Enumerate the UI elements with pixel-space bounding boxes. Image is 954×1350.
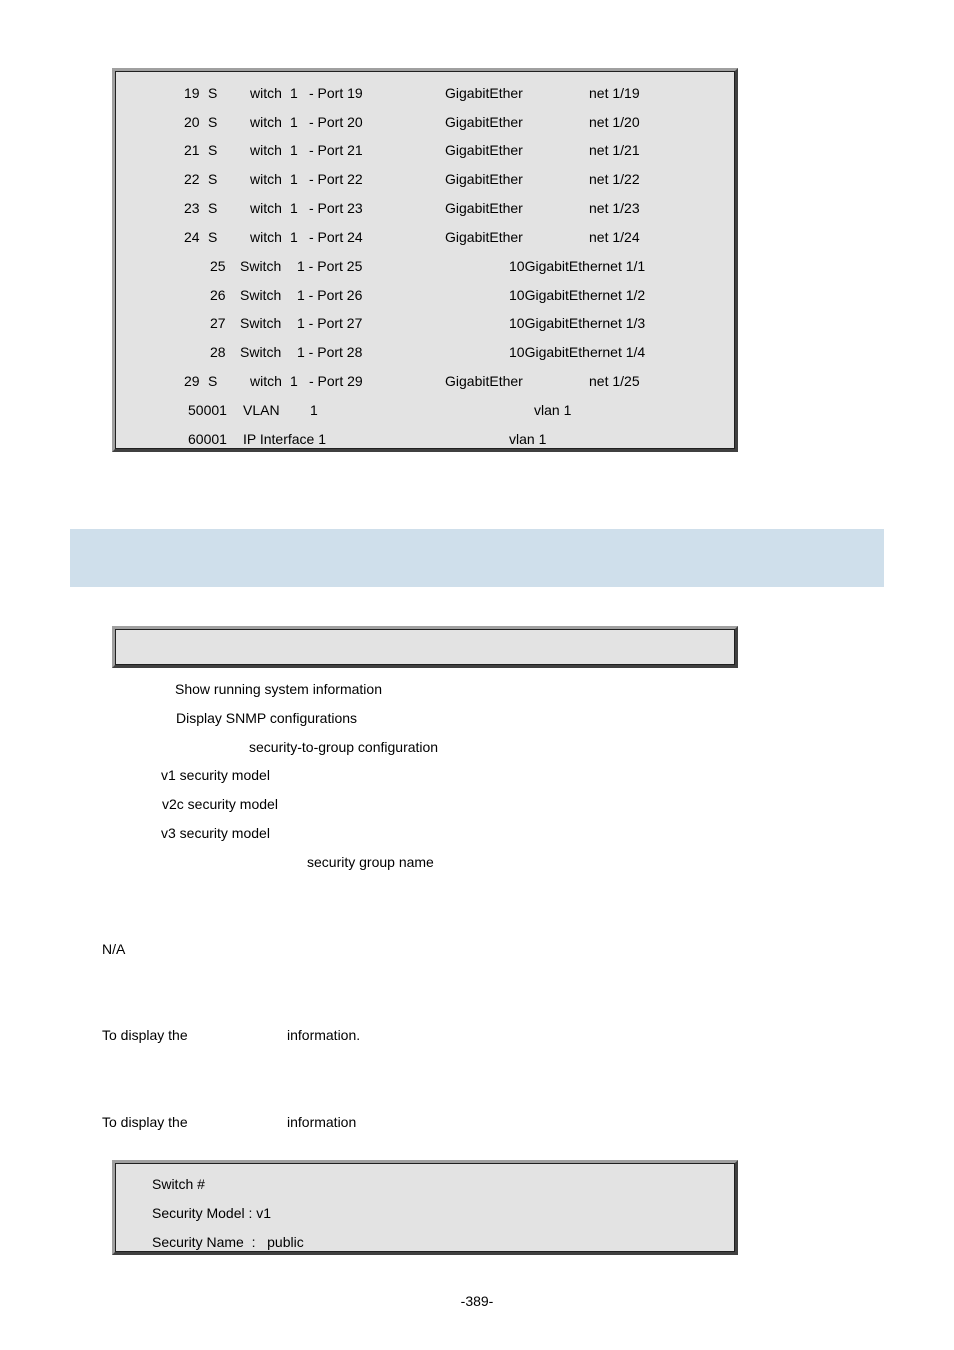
port-table-cell: witch [250, 171, 282, 187]
port-table-cell: witch [250, 114, 282, 130]
section-heading-band [70, 529, 884, 587]
port-table-cell: net 1/21 [589, 142, 640, 158]
port-table-cell: vlan 1 [534, 402, 572, 418]
port-table-cell: net 1/24 [589, 229, 640, 245]
port-table-cell: 10GigabitEthernet 1/2 [509, 287, 646, 303]
port-table-cell: 1 - Port 25 [297, 258, 363, 274]
port-table-cell: witch [250, 142, 282, 158]
port-table-cell: - Port 19 [309, 85, 363, 101]
parameter-description: security group name [307, 854, 434, 870]
port-table-cell: 22 [184, 171, 200, 187]
port-table-cell: GigabitEther [445, 373, 523, 389]
port-table-cell: GigabitEther [445, 114, 523, 130]
page-number: -389- [460, 1293, 494, 1309]
port-table-cell: 19 [184, 85, 200, 101]
port-table-cell: 24 [184, 229, 200, 245]
port-table-cell: GigabitEther [445, 229, 523, 245]
port-table-cell: VLAN [243, 402, 280, 418]
default-value: N/A [102, 941, 126, 957]
port-table-cell: 1 [290, 142, 298, 158]
port-table-cell: 23 [184, 200, 200, 216]
port-table-cell: 1 - Port 27 [297, 315, 363, 331]
example-line: Security Model : v1 [152, 1205, 272, 1221]
parameter-description: v1 security model [161, 767, 270, 783]
port-table-cell: - Port 21 [309, 142, 363, 158]
port-table-cell: 1 [290, 373, 298, 389]
port-table-cell: 1 [290, 85, 298, 101]
port-table-cell: vlan 1 [509, 431, 547, 447]
port-table-cell: 10GigabitEthernet 1/4 [509, 344, 646, 360]
port-table-cell: 1 [290, 229, 298, 245]
port-table-cell: 29 [184, 373, 200, 389]
port-table-cell: 50001 [188, 402, 227, 418]
port-table-cell: - Port 20 [309, 114, 363, 130]
port-table-cell: S [208, 200, 218, 216]
port-table-cell: Switch [240, 344, 282, 360]
example-line: Security Name : public [152, 1234, 304, 1250]
usage-text: information [287, 1114, 357, 1130]
parameter-description: v3 security model [161, 825, 270, 841]
parameter-description: Show running system information [175, 681, 382, 697]
port-table-cell: net 1/20 [589, 114, 640, 130]
port-table-cell: 28 [210, 344, 226, 360]
parameter-description: security-to-group configuration [249, 739, 439, 755]
port-table-cell: 26 [210, 287, 226, 303]
parameter-description: v2c security model [162, 796, 278, 812]
port-table-cell: GigabitEther [445, 200, 523, 216]
port-table-cell: 1 [290, 114, 298, 130]
port-table-cell: 10GigabitEthernet 1/1 [509, 258, 646, 274]
port-table-cell: S [208, 142, 218, 158]
port-table-cell: S [208, 229, 218, 245]
port-table-cell: 25 [210, 258, 226, 274]
port-table-cell: - Port 22 [309, 171, 363, 187]
port-table-cell: witch [250, 85, 282, 101]
port-table-cell: 20 [184, 114, 200, 130]
port-table-cell: - Port 23 [309, 200, 363, 216]
port-table-cell: witch [250, 373, 282, 389]
port-table-cell: S [208, 85, 218, 101]
example-line: Switch # [152, 1176, 205, 1192]
port-table-cell: S [208, 171, 218, 187]
port-table-cell: 1 [290, 171, 298, 187]
port-table-cell: 27 [210, 315, 226, 331]
port-table-cell: S [208, 114, 218, 130]
port-table-cell: - Port 29 [309, 373, 363, 389]
port-table-cell: Switch [240, 315, 282, 331]
port-table-cell: net 1/23 [589, 200, 640, 216]
port-table-cell: 1 [310, 402, 318, 418]
parameter-description: Display SNMP configurations [176, 710, 358, 726]
port-table-cell: - Port 24 [309, 229, 363, 245]
port-table-cell: 1 - Port 26 [297, 287, 363, 303]
command-syntax-box [112, 626, 738, 668]
port-table-cell: 10GigabitEthernet 1/3 [509, 315, 646, 331]
port-table-cell: net 1/25 [589, 373, 640, 389]
port-table-cell: 1 [290, 200, 298, 216]
port-table-cell: witch [250, 229, 282, 245]
port-table-cell: 1 - Port 28 [297, 344, 363, 360]
port-table-cell: S [208, 373, 218, 389]
port-table-cell: 60001 [188, 431, 227, 447]
port-table-cell: 21 [184, 142, 200, 158]
usage-text: To display the [102, 1027, 188, 1043]
port-table-cell: net 1/19 [589, 85, 640, 101]
port-table-cell: GigabitEther [445, 142, 523, 158]
port-table-cell: net 1/22 [589, 171, 640, 187]
port-table-cell: GigabitEther [445, 85, 523, 101]
usage-text: information. [287, 1027, 361, 1043]
port-table-cell: GigabitEther [445, 171, 523, 187]
usage-text: To display the [102, 1114, 188, 1130]
port-table-cell: Switch [240, 258, 282, 274]
port-table-cell: witch [250, 200, 282, 216]
port-table-cell: Switch [240, 287, 282, 303]
port-table-cell: IP Interface 1 [243, 431, 327, 447]
